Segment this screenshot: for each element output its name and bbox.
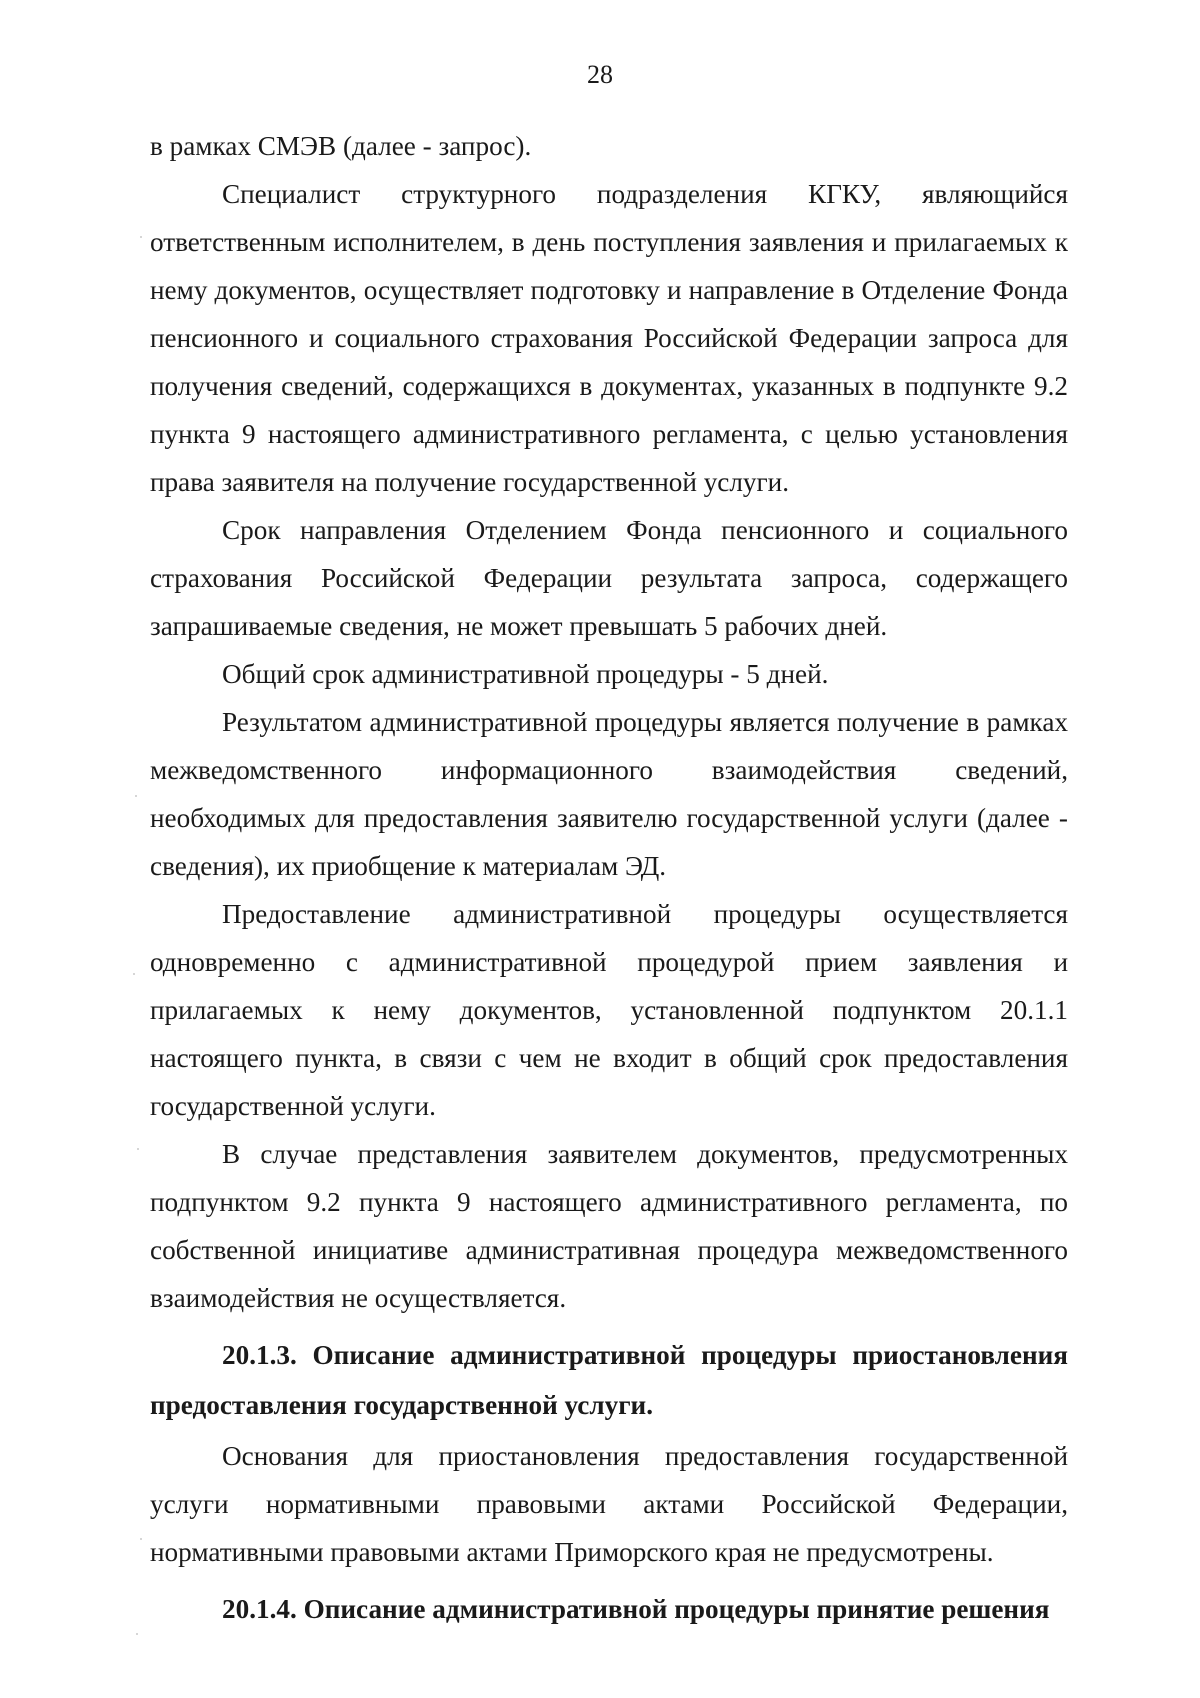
scan-speck (140, 236, 142, 238)
scan-speck (137, 1148, 139, 1150)
section-heading: 20.1.4. Описание административной процедуры принятие решения (222, 1594, 1050, 1624)
paragraph: Результатом административной процедуры является получение в рамках межведомственного информационного взаимодействия сведений, необходимых для предоставления заявителю государственной услуги (далее - сведения), их приобщение к материалам ЭД. (150, 707, 1068, 881)
paragraph: В случае представления заявителем документов, предусмотренных подпунктом 9.2 пункта 9 настоящего административного регламента, по собственной инициативе административная процедура межведомственного взаимодействия не осуществляется. (150, 1139, 1068, 1313)
scan-speck (133, 973, 135, 975)
scan-speck (140, 1538, 142, 1540)
scan-speck (135, 795, 137, 797)
paragraph: Общий срок административной процедуры - 5 дней. (222, 659, 829, 689)
paragraph: Специалист структурного подразделения КГКУ, являющийся ответственным исполнителем, в день поступления заявления и прилагаемых к нему документов, осуществляет подготовку и направление в Отделение Фонда пенсионного и социального страхования Российской Федерации запроса для получения сведений, содержащихся в документах, указанных в подпункте 9.2 пункта 9 настоящего административного регламента, с целью установления права заявителя на получение государственной услуги. (150, 179, 1068, 497)
paragraph: Срок направления Отделением Фонда пенсионного и социального страхования Российской Федерации результата запроса, содержащего запрашиваемые сведения, не может превышать 5 рабочих дней. (150, 515, 1068, 641)
document-body (150, 122, 1068, 1636)
paragraph: в рамках СМЭВ (далее - запрос). (150, 131, 532, 161)
page-number: 28 (587, 60, 613, 89)
paragraph: Предоставление административной процедуры осуществляется одновременно с административной процедурой прием заявления и прилагаемых к нему документов, установленной подпунктом 20.1.1 настоящего пункта, в связи с чем не входит в общий срок предоставления государственной услуги. (150, 899, 1068, 1121)
section-heading: 20.1.3. Описание административной процедуры приостановления предоставления государственной услуги. (150, 1340, 1068, 1420)
scan-speck (136, 1633, 138, 1635)
paragraph: Основания для приостановления предоставления государственной услуги нормативными правовыми актами Российской Федерации, нормативными правовыми актами Приморского края не предусмотрены. (150, 1441, 1068, 1567)
